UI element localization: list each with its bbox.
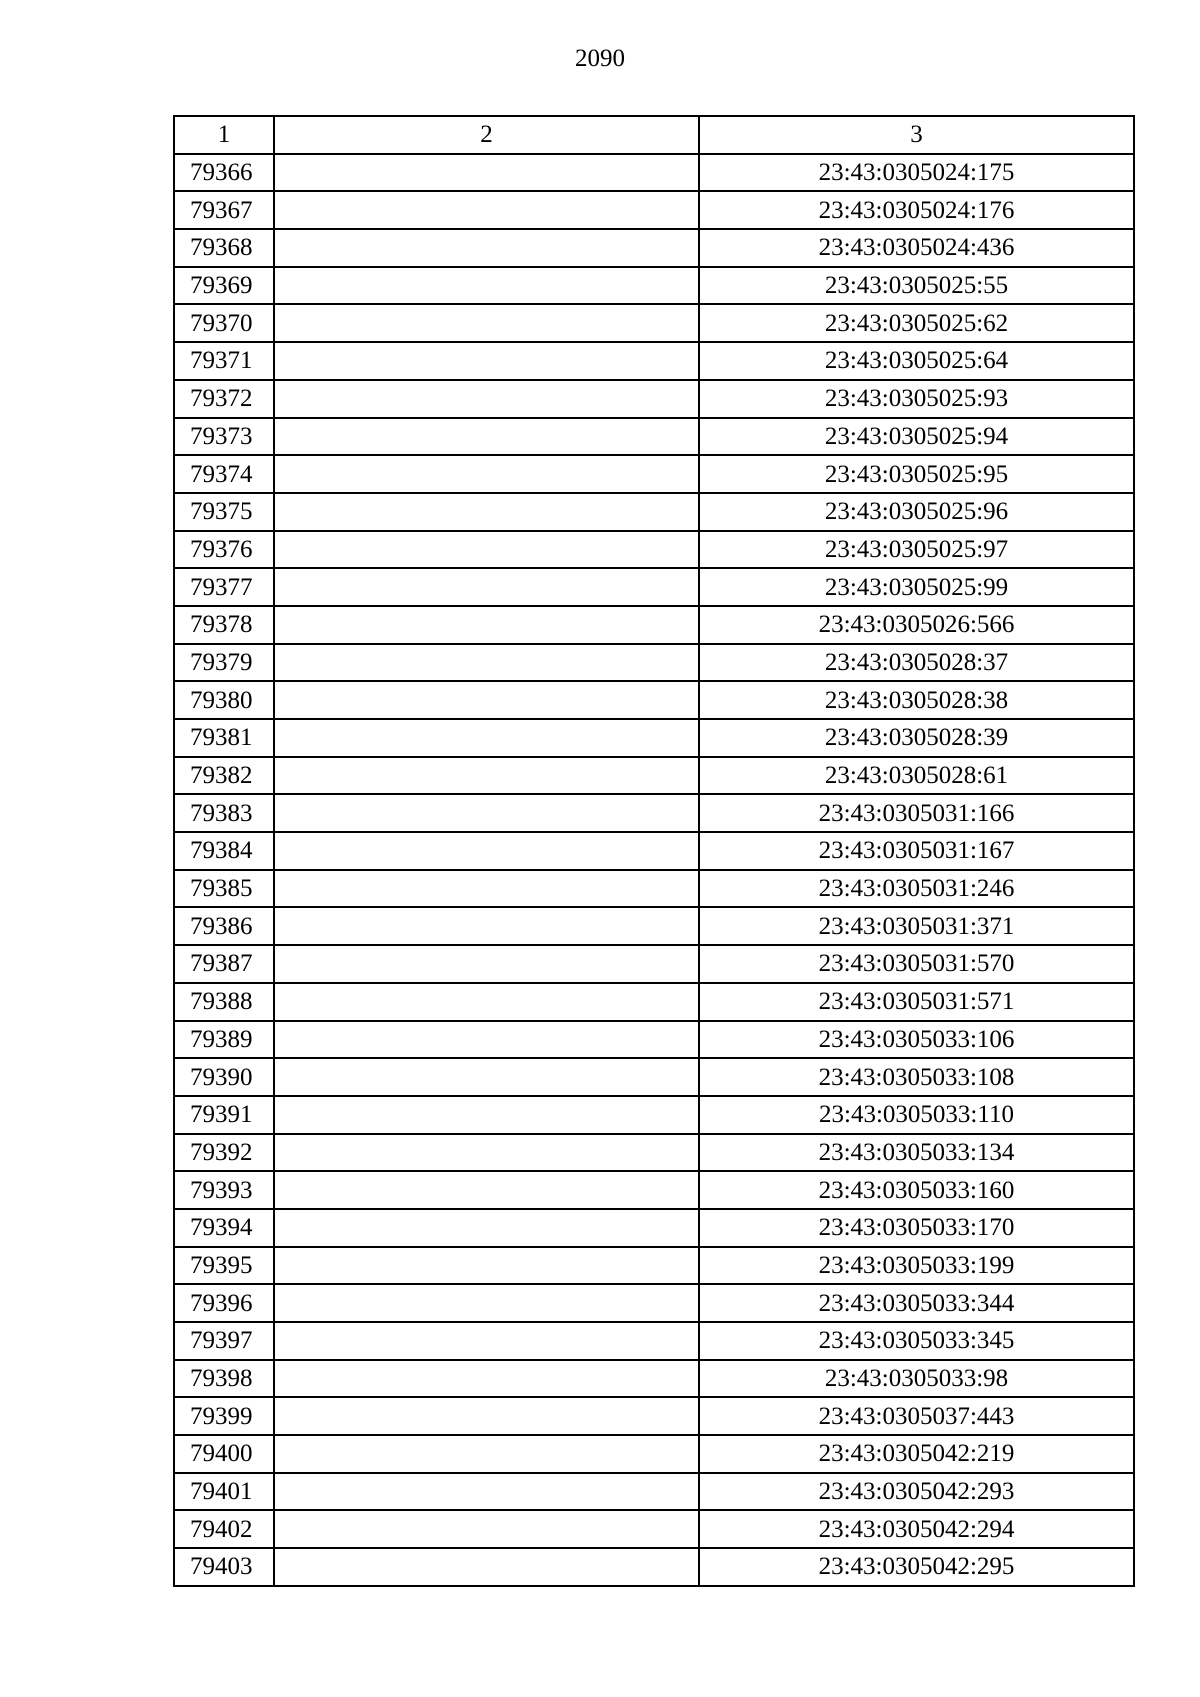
table-row	[174, 568, 1134, 606]
cadastral-number-cell: 23:43:0305025:55	[699, 267, 1134, 305]
table-row	[174, 757, 1134, 795]
table-row	[174, 1021, 1134, 1059]
name-cell	[274, 304, 699, 342]
table-row	[174, 304, 1134, 342]
cadastral-number-cell: 23:43:0305033:134	[699, 1134, 1134, 1172]
name-cell	[274, 342, 699, 380]
table-row	[174, 1360, 1134, 1398]
cadastral-number-cell: 23:43:0305025:97	[699, 531, 1134, 569]
row-number-cell: 79369	[174, 267, 274, 305]
name-cell	[274, 1473, 699, 1511]
row-number-cell: 79390	[174, 1058, 274, 1096]
name-cell	[274, 1171, 699, 1209]
name-cell	[274, 1134, 699, 1172]
row-number-cell: 79377	[174, 568, 274, 606]
name-cell	[274, 907, 699, 945]
column-header-1: 1	[174, 116, 274, 154]
cadastral-number-cell: 23:43:0305024:175	[699, 154, 1134, 192]
name-cell	[274, 1096, 699, 1134]
table-row	[174, 267, 1134, 305]
name-cell	[274, 1360, 699, 1398]
table-row	[174, 983, 1134, 1021]
row-number-cell: 79370	[174, 304, 274, 342]
table-row	[174, 606, 1134, 644]
row-number-cell: 79397	[174, 1322, 274, 1360]
table-row	[174, 1134, 1134, 1172]
cadastral-number-cell: 23:43:0305024:436	[699, 229, 1134, 267]
column-header-3: 3	[699, 116, 1134, 154]
row-number-cell: 79399	[174, 1397, 274, 1435]
table-row	[174, 1548, 1134, 1586]
row-number-cell: 79400	[174, 1435, 274, 1473]
name-cell	[274, 1548, 699, 1586]
row-number-cell: 79385	[174, 870, 274, 908]
table-row	[174, 1510, 1134, 1548]
cadastral-number-cell: 23:43:0305025:62	[699, 304, 1134, 342]
name-cell	[274, 719, 699, 757]
cadastral-number-cell: 23:43:0305028:37	[699, 644, 1134, 682]
table-row	[174, 380, 1134, 418]
table-row	[174, 832, 1134, 870]
cadastral-number-cell: 23:43:0305033:110	[699, 1096, 1134, 1134]
column-header-2: 2	[274, 116, 699, 154]
row-number-cell: 79372	[174, 380, 274, 418]
row-number-cell: 79391	[174, 1096, 274, 1134]
row-number-cell: 79381	[174, 719, 274, 757]
table-row	[174, 1058, 1134, 1096]
row-number-cell: 79396	[174, 1284, 274, 1322]
row-number-cell: 79398	[174, 1360, 274, 1398]
table-row	[174, 154, 1134, 192]
row-number-cell: 79380	[174, 681, 274, 719]
cadastral-number-cell: 23:43:0305033:170	[699, 1209, 1134, 1247]
row-number-cell: 79394	[174, 1209, 274, 1247]
row-number-cell: 79366	[174, 154, 274, 192]
table-row	[174, 945, 1134, 983]
cadastral-number-cell: 23:43:0305028:39	[699, 719, 1134, 757]
name-cell	[274, 832, 699, 870]
cadastral-number-cell: 23:43:0305025:94	[699, 418, 1134, 456]
row-number-cell: 79384	[174, 832, 274, 870]
name-cell	[274, 606, 699, 644]
table-row	[174, 1209, 1134, 1247]
table-row	[174, 342, 1134, 380]
table-row	[174, 191, 1134, 229]
cadastral-number-cell: 23:43:0305031:371	[699, 907, 1134, 945]
cadastral-number-cell: 23:43:0305037:443	[699, 1397, 1134, 1435]
cadastral-number-cell: 23:43:0305031:166	[699, 794, 1134, 832]
cadastral-number-cell: 23:43:0305024:176	[699, 191, 1134, 229]
table-row	[174, 1247, 1134, 1285]
row-number-cell: 79383	[174, 794, 274, 832]
table-row	[174, 719, 1134, 757]
table-row	[174, 1096, 1134, 1134]
name-cell	[274, 154, 699, 192]
cadastral-number-cell: 23:43:0305042:295	[699, 1548, 1134, 1586]
table-row	[174, 418, 1134, 456]
name-cell	[274, 531, 699, 569]
name-cell	[274, 568, 699, 606]
cadastral-number-cell: 23:43:0305031:570	[699, 945, 1134, 983]
cadastral-number-cell: 23:43:0305025:96	[699, 493, 1134, 531]
table-row	[174, 229, 1134, 267]
table-row	[174, 531, 1134, 569]
row-number-cell: 79395	[174, 1247, 274, 1285]
cadastral-number-cell: 23:43:0305031:246	[699, 870, 1134, 908]
name-cell	[274, 1021, 699, 1059]
cadastral-number-cell: 23:43:0305033:199	[699, 1247, 1134, 1285]
header-row	[174, 116, 1134, 154]
row-number-cell: 79374	[174, 455, 274, 493]
row-number-cell: 79401	[174, 1473, 274, 1511]
row-number-cell: 79393	[174, 1171, 274, 1209]
cadastral-number-cell: 23:43:0305033:98	[699, 1360, 1134, 1398]
table-row	[174, 1322, 1134, 1360]
table-row	[174, 644, 1134, 682]
table-header	[174, 116, 1134, 154]
name-cell	[274, 1284, 699, 1322]
table-row	[174, 1473, 1134, 1511]
table-row	[174, 1284, 1134, 1322]
name-cell	[274, 455, 699, 493]
cadastral-number-cell: 23:43:0305025:93	[699, 380, 1134, 418]
cadastral-number-cell: 23:43:0305031:167	[699, 832, 1134, 870]
table-body	[174, 154, 1134, 1586]
row-number-cell: 79387	[174, 945, 274, 983]
name-cell	[274, 945, 699, 983]
name-cell	[274, 191, 699, 229]
row-number-cell: 79376	[174, 531, 274, 569]
name-cell	[274, 418, 699, 456]
cadastral-number-cell: 23:43:0305026:566	[699, 606, 1134, 644]
cadastral-number-cell: 23:43:0305025:99	[699, 568, 1134, 606]
table-row	[174, 794, 1134, 832]
row-number-cell: 79386	[174, 907, 274, 945]
name-cell	[274, 1058, 699, 1096]
name-cell	[274, 870, 699, 908]
cadastral-number-cell: 23:43:0305025:95	[699, 455, 1134, 493]
row-number-cell: 79375	[174, 493, 274, 531]
name-cell	[274, 1247, 699, 1285]
row-number-cell: 79402	[174, 1510, 274, 1548]
cadastral-number-cell: 23:43:0305033:345	[699, 1322, 1134, 1360]
row-number-cell: 79368	[174, 229, 274, 267]
row-number-cell: 79403	[174, 1548, 274, 1586]
cadastral-number-cell: 23:43:0305025:64	[699, 342, 1134, 380]
cadastral-number-cell: 23:43:0305042:219	[699, 1435, 1134, 1473]
name-cell	[274, 644, 699, 682]
row-number-cell: 79388	[174, 983, 274, 1021]
row-number-cell: 79367	[174, 191, 274, 229]
cadastral-number-cell: 23:43:0305042:293	[699, 1473, 1134, 1511]
cadastral-number-cell: 23:43:0305031:571	[699, 983, 1134, 1021]
cadastral-table	[173, 115, 1135, 1587]
cadastral-number-cell: 23:43:0305033:344	[699, 1284, 1134, 1322]
row-number-cell: 79382	[174, 757, 274, 795]
cadastral-number-cell: 23:43:0305028:38	[699, 681, 1134, 719]
cadastral-number-cell: 23:43:0305033:106	[699, 1021, 1134, 1059]
row-number-cell: 79389	[174, 1021, 274, 1059]
name-cell	[274, 681, 699, 719]
table-row	[174, 455, 1134, 493]
page-number: 2090	[575, 45, 625, 72]
name-cell	[274, 794, 699, 832]
table-row	[174, 907, 1134, 945]
name-cell	[274, 1397, 699, 1435]
table-row	[174, 681, 1134, 719]
name-cell	[274, 229, 699, 267]
table-row	[174, 1171, 1134, 1209]
row-number-cell: 79373	[174, 418, 274, 456]
row-number-cell: 79371	[174, 342, 274, 380]
name-cell	[274, 493, 699, 531]
table-row	[174, 1397, 1134, 1435]
name-cell	[274, 380, 699, 418]
cadastral-number-cell: 23:43:0305042:294	[699, 1510, 1134, 1548]
cadastral-number-cell: 23:43:0305033:160	[699, 1171, 1134, 1209]
name-cell	[274, 983, 699, 1021]
cadastral-number-cell: 23:43:0305028:61	[699, 757, 1134, 795]
table-row	[174, 493, 1134, 531]
name-cell	[274, 1510, 699, 1548]
row-number-cell: 79392	[174, 1134, 274, 1172]
name-cell	[274, 1322, 699, 1360]
name-cell	[274, 757, 699, 795]
cadastral-number-cell: 23:43:0305033:108	[699, 1058, 1134, 1096]
name-cell	[274, 1435, 699, 1473]
table-row	[174, 870, 1134, 908]
row-number-cell: 79378	[174, 606, 274, 644]
table-row	[174, 1435, 1134, 1473]
row-number-cell: 79379	[174, 644, 274, 682]
name-cell	[274, 267, 699, 305]
name-cell	[274, 1209, 699, 1247]
